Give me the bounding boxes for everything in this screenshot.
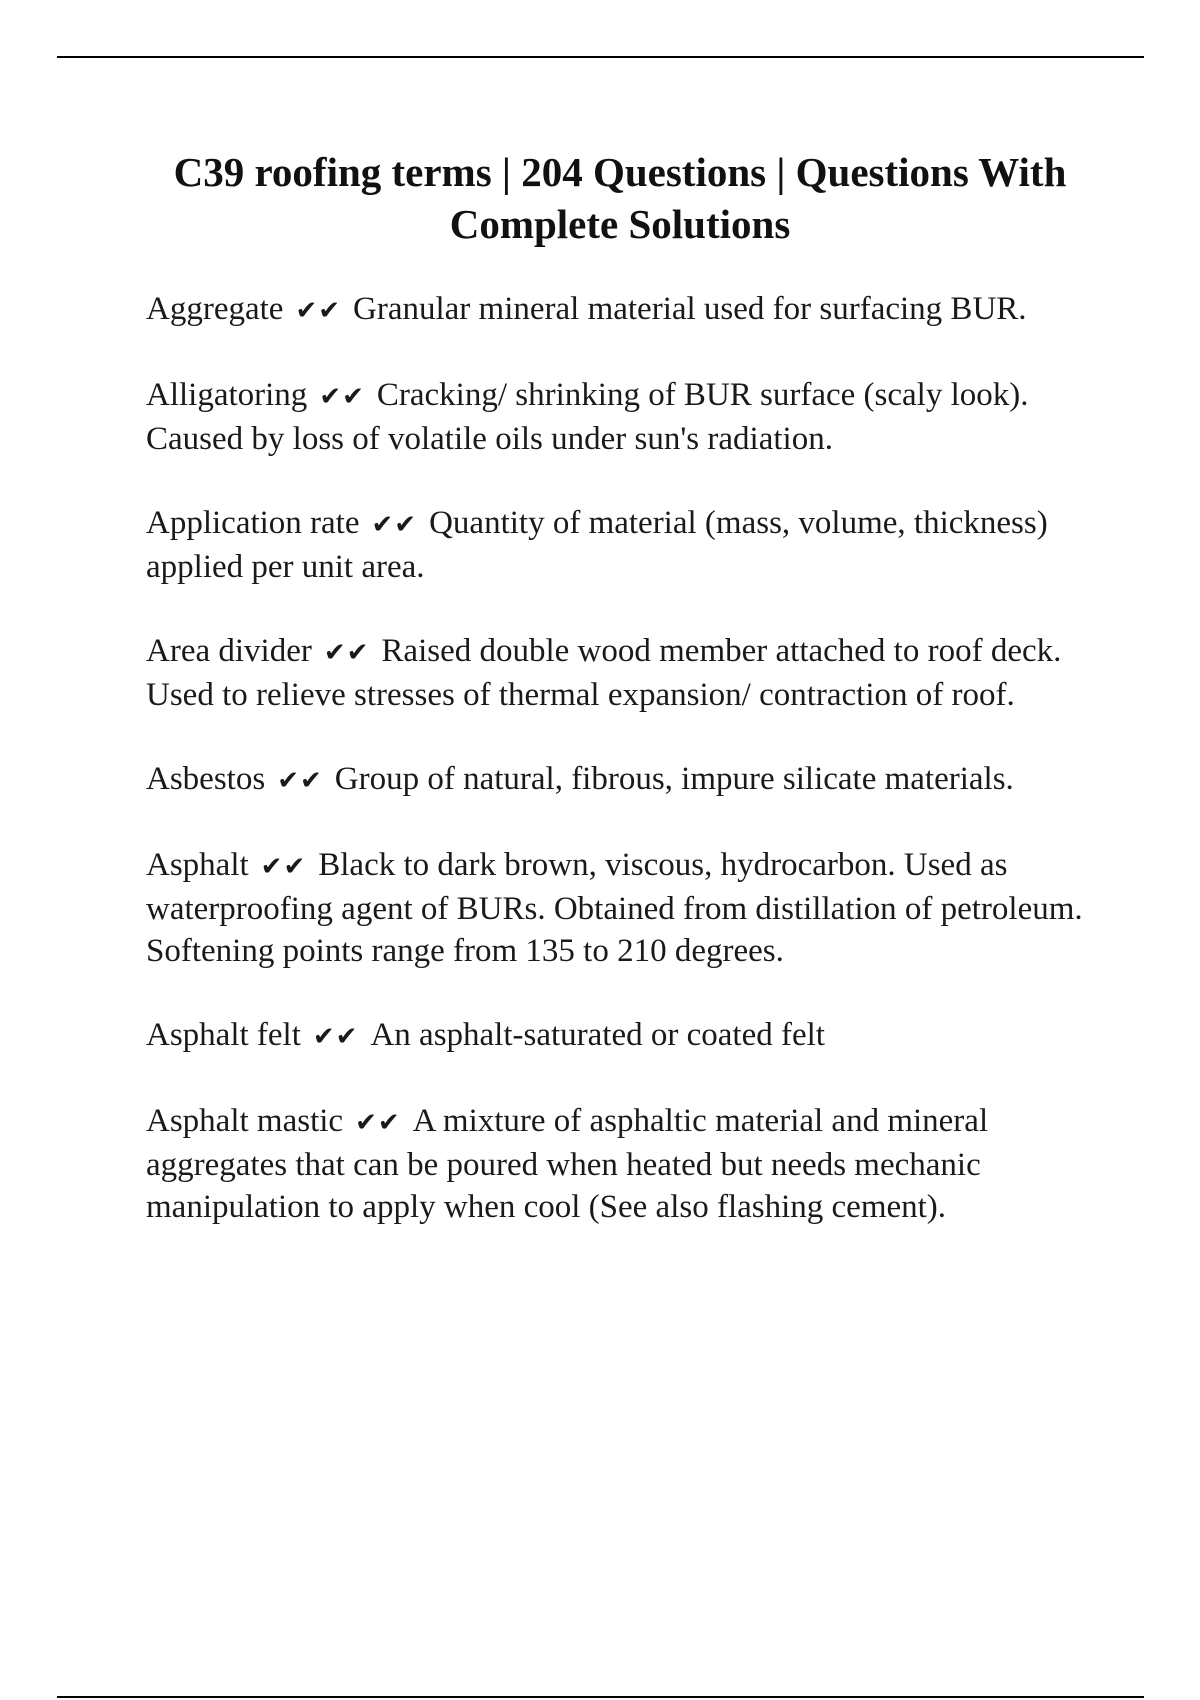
- term-definition: Group of natural, fibrous, impure silicate materials.: [334, 761, 1014, 797]
- term-entry: [146, 1014, 1106, 1058]
- term-name: Application rate: [146, 505, 360, 541]
- double-check-icon: ✔✔: [355, 1108, 401, 1138]
- term-entry: [146, 844, 1106, 972]
- document-title: C39 roofing terms | 204 Questions | Questions With Complete Solutions: [173, 149, 1067, 247]
- bottom-divider: [57, 1696, 1144, 1698]
- term-definition: Granular mineral material used for surfacing BUR.: [353, 291, 1027, 327]
- double-check-icon: ✔✔: [319, 382, 365, 412]
- double-check-icon: ✔✔: [323, 638, 370, 668]
- double-check-icon: ✔✔: [371, 510, 418, 540]
- term-name: Asphalt: [146, 847, 249, 883]
- term-definition: A mixture of asphaltic material and mineral aggregates that can be poured when heated but needs mechanic manipulation to apply when cool (See also flashing cement).: [146, 1103, 989, 1225]
- term-list: [146, 288, 1106, 1270]
- term-name: Asphalt mastic: [146, 1103, 344, 1139]
- term-name: Area divider: [146, 633, 312, 669]
- double-check-icon: ✔✔: [312, 1022, 359, 1052]
- term-name: Aggregate: [146, 291, 284, 327]
- term-definition: Quantity of material (mass, volume, thickness) applied per unit area.: [146, 505, 1048, 585]
- term-definition: Raised double wood member attached to roof deck. Used to relieve stresses of thermal expansion/ contraction of roof.: [146, 633, 1062, 713]
- term-name: Asphalt felt: [146, 1017, 301, 1053]
- top-divider: [57, 56, 1144, 58]
- double-check-icon: ✔✔: [260, 852, 307, 882]
- term-entry: [146, 630, 1106, 716]
- term-definition: Black to dark brown, viscous, hydrocarbon. Used as waterproofing agent of BURs. Obtained from distillation of petroleum. Softening points range from 135 to 210 degrees.: [146, 847, 1083, 969]
- double-check-icon: ✔✔: [295, 296, 342, 326]
- term-entry: [146, 374, 1106, 460]
- term-definition: Cracking/ shrinking of BUR surface (scaly look). Caused by loss of volatile oils under sun's radiation.: [146, 377, 1029, 457]
- term-entry: [146, 758, 1106, 802]
- double-check-icon: ✔✔: [277, 766, 323, 796]
- term-entry: [146, 1100, 1106, 1228]
- term-name: Alligatoring: [146, 377, 308, 413]
- term-entry: [146, 288, 1106, 332]
- term-entry: [146, 502, 1106, 588]
- term-name: Asbestos: [146, 761, 266, 797]
- term-definition: An asphalt-saturated or coated felt: [370, 1017, 825, 1053]
